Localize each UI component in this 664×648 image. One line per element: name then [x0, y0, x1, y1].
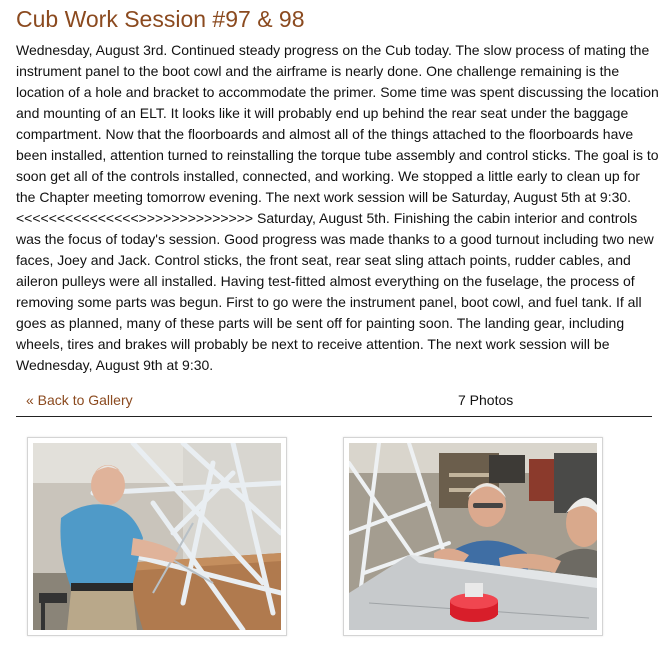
- photo-thumbnail-2[interactable]: [343, 437, 603, 636]
- photo-count: 7 Photos: [458, 392, 514, 408]
- photo-image-1: [33, 443, 281, 630]
- photo-thumbnail-1[interactable]: [27, 437, 287, 636]
- back-to-gallery-link[interactable]: « Back to Gallery: [26, 392, 133, 408]
- article-body: Wednesday, August 3rd. Continued steady progress on the Cub today. The slow process of mating the instrument panel to the boot cowl and the airframe is nearly done. One challenge remaining is the location of a hole and bracket to accommodate the primer. Some time was spent discussing the location and mounting of an ELT. It looks like it will probably end up behind the rear seat under the baggage compartment. Now that the floorboards and almost all of the things attached to the floorboards have been installed, attention turned to reinstalling the torque tube assembly and control sticks. The goal is to soon get all of the controls installed, connected, and working. We stopped a little early to clean up for the Chapter meeting tomorrow evening. The next work session will be Saturday, August 5th at 9:30. <<<<<<<<<<<<<<<>>>>>>>>>>>>>> Saturday, August 5th. Finishing the cabin interior and controls was the focus of today's session. Good progress was made thanks to a good turnout including two new faces, Joey and Jack. Control sticks, the front seat, rear seat sling attach points, rudder cables, and aileron pulleys were all installed. Having test-fitted almost everything on the fuselage, the process of removing some parts was begun. First to go were the instrument panel, boot cowl, and fuel tank. If all goes as planned, many of these parts will be sent off for painting soon. The landing gear, including wheels, tires and brakes will probably be next to receive attention. The next work session will be Wednesday, August 9th at 9:30.: [16, 42, 659, 373]
- page-title: Cub Work Session #97 & 98: [16, 6, 305, 32]
- photo-image-2: [349, 443, 597, 630]
- gallery-nav: [16, 390, 652, 417]
